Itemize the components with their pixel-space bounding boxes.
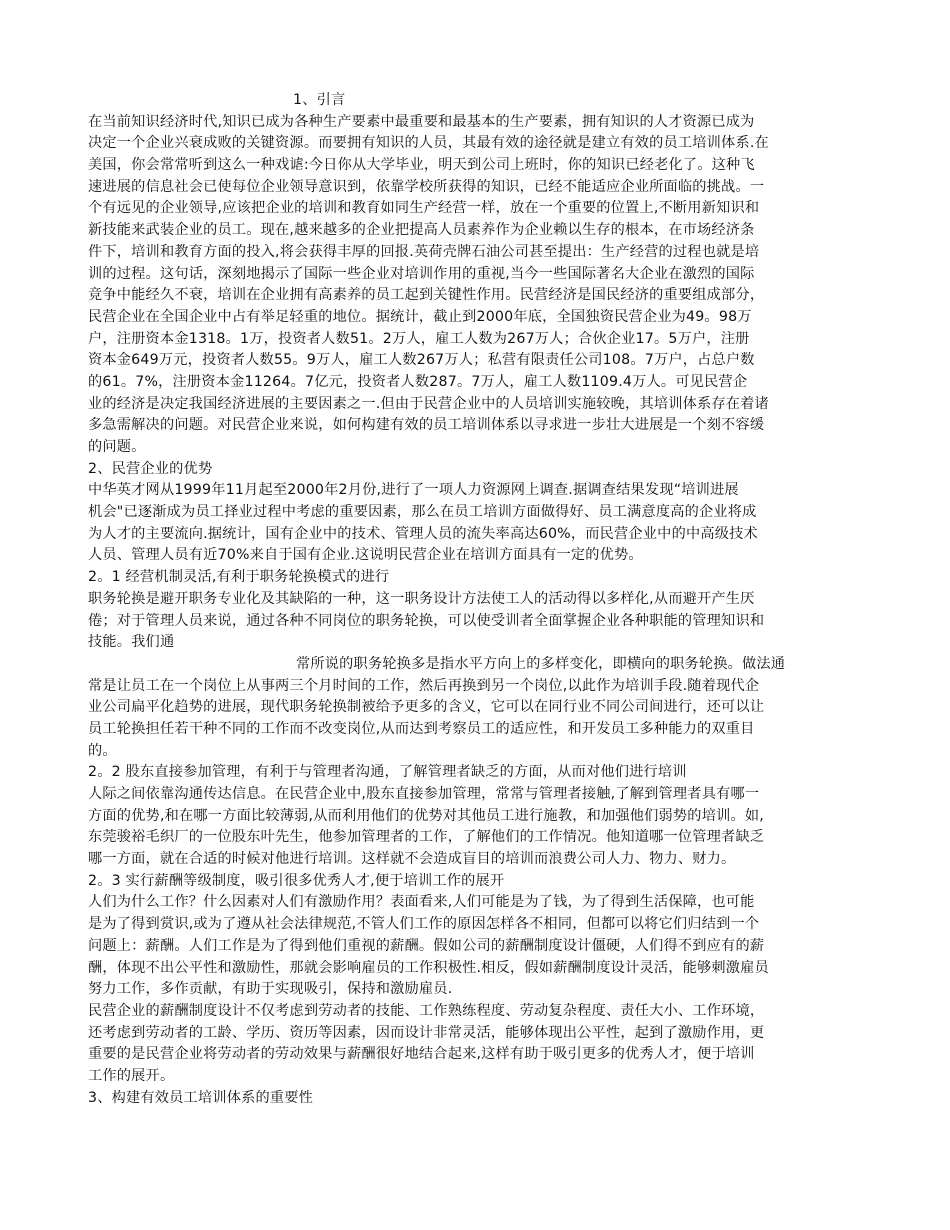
paragraph-line: 方面的优势,和在哪一方面比较薄弱,从而利用他们的优势对其他员工进行施教，和加强他们弱势的培训。如, <box>88 807 764 824</box>
paragraph-line: 的61。7%，注册资本金11264。7亿元，投资者人数287。7万人，雇工人数1109.4万人。可见民营企 <box>88 373 748 390</box>
paragraph-line: 还考虑到劳动者的工龄、学历、资历等因素，因而设计非常灵活，能够体现出公平性，起到了激励作用，更 <box>88 1024 765 1041</box>
paragraph-line: 民营企业在全国企业中占有举足轻重的地位。据统计，截止到2000年底，全国独资民营企业为49。98万 <box>88 308 752 325</box>
paragraph-line: 倦；对于管理人员来说，通过各种不同岗位的职务轮换，可以使受训者全面掌握企业各种职能的管理知识和 <box>88 612 765 629</box>
section-heading-importance: 3、构建有效员工培训体系的重要性 <box>88 1089 314 1106</box>
paragraph-line: 努力工作，多作贡献，有助于实现吸引，保持和激励雇员. <box>88 981 453 998</box>
paragraph-line: 多急需解决的问题。对民营企业来说，如何构建有效的员工培训体系以寻求进一步壮大进展是一个刻不容缓 <box>88 417 765 434</box>
paragraph-line: 常是让员工在一个岗位上从事两三个月时间的工作，然后再换到另一个岗位,以此作为培训手段.随着现代企 <box>88 677 760 694</box>
subsection-heading-2-3: 2。3 实行薪酬等级制度，吸引很多优秀人才,便于培训工作的展开 <box>88 872 505 889</box>
paragraph-line: 业公司扁平化趋势的进展，现代职务轮换制被给予更多的含义，它可以在同行业不同公司间进行，还可以让 <box>88 699 765 716</box>
paragraph-line: 竞争中能经久不衰，培训在企业拥有高素养的员工起到关键性作用。民营经济是国民经济的重要组成部分， <box>88 287 765 304</box>
paragraph-line: 在当前知识经济时代,知识已成为各种生产要素中最重要和最基本的生产要素，拥有知识的人才资源已成为 <box>88 113 755 130</box>
paragraph-line: 的问题。 <box>88 439 146 455</box>
paragraph-line: 酬，体现不出公平性和激励性，那就会影响雇员的工作积极性.相反，假如薪酬制度设计灵活，能够刺激雇员 <box>88 959 769 976</box>
document-body <box>88 90 872 1109</box>
paragraph-line: 哪一方面，就在合适的时候对他进行培训。这样就不会造成盲目的培训而浪费公司人力、物力、财力。 <box>88 851 736 868</box>
paragraph-line: 件下，培训和教育方面的投入,将会获得丰厚的回报.英荷壳牌石油公司甚至提出：生产经营的过程也就是培 <box>88 243 760 260</box>
paragraph-line: 员工轮换担任若干种不同的工作而不改变岗位,从而达到考察员工的适应性，和开发员工多种能力的双重目 <box>88 720 755 737</box>
subsection-heading-2-2: 2。2 股东直接参加管理，有利于与管理者沟通，了解管理者缺乏的方面，从而对他们进行培训 <box>88 764 687 781</box>
paragraph-line: 民营企业的薪酬制度设计不仅考虑到劳动者的技能、工作熟练程度、劳动复杂程度、责任大小、工作环境， <box>88 1002 765 1019</box>
section-heading-advantages: 2、民营企业的优势 <box>88 460 213 477</box>
paragraph-line: 是为了得到赏识,或为了遵从社会法律规范,不管人们工作的原因怎样各不相同，但都可以将它们归结到一个 <box>88 916 760 933</box>
paragraph-line: 个有远见的企业领导,应该把企业的培训和教育如同生产经营一样，放在一个重要的位置上,不断用新知识和 <box>88 200 760 217</box>
paragraph-line: 训的过程。这句话，深刻地揭示了国际一些企业对培训作用的重视,当今一些国际著名大企业在激烈的国际 <box>88 265 755 282</box>
paragraph-line: 人们为什么工作？什么因素对人们有激励作用？表面看来,人们可能是为了钱，为了得到生活保障，也可能 <box>88 894 755 911</box>
paragraph-line: 决定一个企业兴衰成败的关键资源。而要拥有知识的人员，其最有效的途径就是建立有效的员工培训体系.在 <box>88 135 769 152</box>
paragraph-line: 人际之间依靠沟通传达信息。在民营企业中,股东直接参加管理，常常与管理者接触,了解到管理者具有哪一 <box>88 786 760 802</box>
paragraph-line: 重要的是民营企业将劳动者的劳动效果与薪酬很好地结合起来,这样有助于吸引更多的优秀人才，便于培训 <box>88 1046 755 1063</box>
paragraph-line: 为人才的主要流向.据统计，国有企业中的技术、管理人员的流失率高达60%，而民营企业中的中高级技术 <box>88 525 758 542</box>
paragraph-line: 速进展的信息社会已使每位企业领导意识到，依靠学校所获得的知识，已经不能适应企业所面临的挑战。一 <box>88 178 765 195</box>
paragraph-line: 新技能来武装企业的员工。现在,越来越多的企业把提高人员素养作为企业赖以生存的根本，在市场经济条 <box>88 222 755 239</box>
paragraph-line: 工作的展开。 <box>88 1067 175 1084</box>
paragraph-line: 问题上：薪酬。人们工作是为了得到他们重视的薪酬。假如公司的薪酬制度设计僵硬，人们得不到应有的薪 <box>88 937 765 954</box>
paragraph-line: 常所说的职务轮换多是指水平方向上的多样变化，即横向的职务轮换。做法通 <box>296 655 786 672</box>
paragraph-line: 资本金649万元，投资者人数55。9万人，雇工人数267万人；私营有限责任公司108。7万户，占总户数 <box>88 352 755 369</box>
paragraph-line: 的。 <box>88 742 117 759</box>
subsection-heading-2-1: 2。1 经营机制灵活,有利于职务轮换模式的进行 <box>88 569 390 586</box>
paragraph-line: 人员、管理人员有近70%来自于国有企业.这说明民营企业在培训方面具有一定的优势。 <box>88 547 643 564</box>
paragraph-line: 机会"已逐渐成为员工择业过程中考虑的重要因素，那么在员工培训方面做得好、员工满意度高的企业将成 <box>88 504 757 521</box>
paragraph-line: 业的经济是决定我国经济进展的主要因素之一.但由于民营企业中的人员培训实施较晚，其培训体系存在着诸 <box>88 395 769 412</box>
paragraph-line: 中华英才网从1999年11月起至2000年2月份,进行了一项人力资源网上调查.据调查结果发现“培训进展 <box>88 482 739 499</box>
paragraph-line: 职务轮换是避开职务专业化及其缺陷的一种，这一职务设计方法使工人的活动得以多样化,从而避开产生厌 <box>88 590 755 607</box>
paragraph-line: 美国，你会常常听到这么一种戏谑:今日你从大学毕业，明天到公司上班时，你的知识已经老化了。这种飞 <box>88 157 755 174</box>
section-heading-intro: 1、引言 <box>293 92 346 108</box>
paragraph-line: 技能。我们通 <box>88 634 175 651</box>
paragraph-line: 户，注册资本金1318。1万，投资者人数51。2万人，雇工人数为267万人；合伙企业17。5万户，注册 <box>88 330 750 347</box>
paragraph-line: 东莞骏裕毛织厂的一位股东叶先生，他参加管理者的工作，了解他们的工作情况。他知道哪一位管理者缺乏 <box>88 829 765 846</box>
